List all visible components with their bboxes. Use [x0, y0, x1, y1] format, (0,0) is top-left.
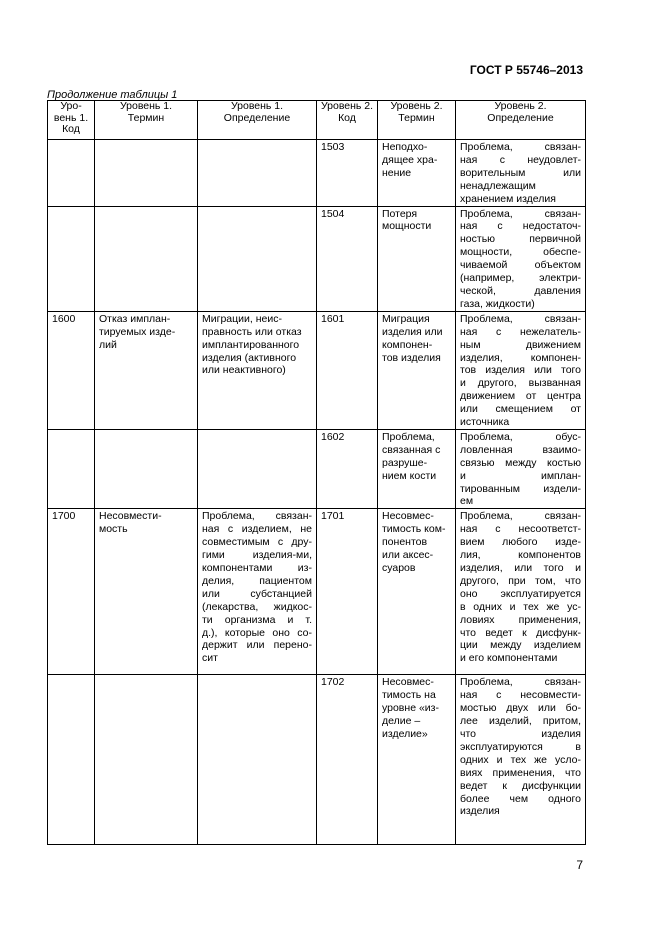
l2-definition-cell: Проблема, связан- ная с нежелатель- ным движением изделия, компонен- тов изделия или того и другого, вызванная движением от центра или смещением от источника	[456, 311, 586, 429]
l1-term-cell: Отказ имплан- тируемых изде- лий	[95, 311, 198, 429]
l1-code-cell: 1700	[48, 509, 95, 675]
l2-term-cell: Несовмес- тимость ком- понентов или аксес- суаров	[378, 509, 456, 675]
l1-definition-cell: Миграции, неис- правность или отказ имплантированного изделия (активного или неактивного)	[198, 311, 317, 429]
l2-code-cell: 1601	[317, 311, 378, 429]
l2-code-cell: 1701	[317, 509, 378, 675]
l2-definition-cell: Проблема, связан- ная с недостаточ- ностью первичной мощности, обеспе- чиваемой объектом (например, электри- ческой, давления газа, жидкости)	[456, 206, 586, 311]
l2-term-cell: Проблема, связанная с разруше- нием кости	[378, 429, 456, 508]
l1-term-cell	[95, 675, 198, 845]
l1-definition-cell	[198, 140, 317, 207]
col-header-l1-definition: Уровень 1. Определение	[198, 101, 317, 140]
l1-definition-cell	[198, 206, 317, 311]
l2-definition-cell: Проблема, связан- ная с несоответст- вием любого изде- лия, компонентов изделия, или того и другого, при том, что оно эксплуатируется в одних и тех же ус- ловиях применения, что ведет к дисфунк- ции между изделием и его компонентами	[456, 509, 586, 675]
l1-code-cell	[48, 140, 95, 207]
col-header-l2-term: Уровень 2. Термин	[378, 101, 456, 140]
table-caption: Продолжение таблицы 1	[47, 89, 178, 101]
l1-code-cell	[48, 429, 95, 508]
l1-term-cell: Несовмести- мость	[95, 509, 198, 675]
l2-code-cell: 1702	[317, 675, 378, 845]
table-header-row	[48, 101, 586, 140]
l2-code-cell: 1602	[317, 429, 378, 508]
l2-definition-cell: Проблема, связан- ная с неудовлет- ворительным или ненадлежащим хранением изделия	[456, 140, 586, 207]
table-row	[48, 429, 586, 508]
table-row	[48, 140, 586, 207]
l1-code-cell: 1600	[48, 311, 95, 429]
table-row	[48, 675, 586, 845]
l1-definition-cell: Проблема, связан- ная с изделием, не совместимым с дру- гими изделия-ми, компонентами из- делия, пациентом или субстанцией (лекарства, жидкос- ти организма и т. д.), которые оно со- держит или перено- сит	[198, 509, 317, 675]
table-row	[48, 311, 586, 429]
l2-definition-cell: Проблема, обус- ловленная взаимо- связью между костью и имплан- тированным издели- ем	[456, 429, 586, 508]
classification-table	[47, 100, 586, 845]
l1-code-cell	[48, 675, 95, 845]
l1-code-cell	[48, 206, 95, 311]
l1-term-cell	[95, 206, 198, 311]
l2-code-cell: 1503	[317, 140, 378, 207]
l2-term-cell: Потеря мощности	[378, 206, 456, 311]
l1-term-cell	[95, 429, 198, 508]
document-header: ГОСТ Р 55746–2013	[469, 63, 583, 77]
l2-term-cell: Неподхо- дящее хра- нение	[378, 140, 456, 207]
col-header-l1-code: Уро- вень 1. Код	[48, 101, 95, 140]
l1-definition-cell	[198, 429, 317, 508]
l2-code-cell: 1504	[317, 206, 378, 311]
col-header-l2-code: Уровень 2. Код	[317, 101, 378, 140]
col-header-l2-definition: Уровень 2. Определение	[456, 101, 586, 140]
l1-definition-cell	[198, 675, 317, 845]
table-row	[48, 509, 586, 675]
l2-term-cell: Миграция изделия или компонен- тов изделия	[378, 311, 456, 429]
table-row	[48, 206, 586, 311]
l2-definition-cell: Проблема, связан- ная с несовмести- мостью двух или бо- лее изделий, притом, что изделия эксплуатируются в одних и тех же усло- виях применения, что ведет к дисфункции более чем одного изделия	[456, 675, 586, 845]
l1-term-cell	[95, 140, 198, 207]
col-header-l1-term: Уровень 1. Термин	[95, 101, 198, 140]
l2-term-cell: Несовмес- тимость на уровне «из- делие – изделие»	[378, 675, 456, 845]
page-number: 7	[576, 858, 583, 872]
